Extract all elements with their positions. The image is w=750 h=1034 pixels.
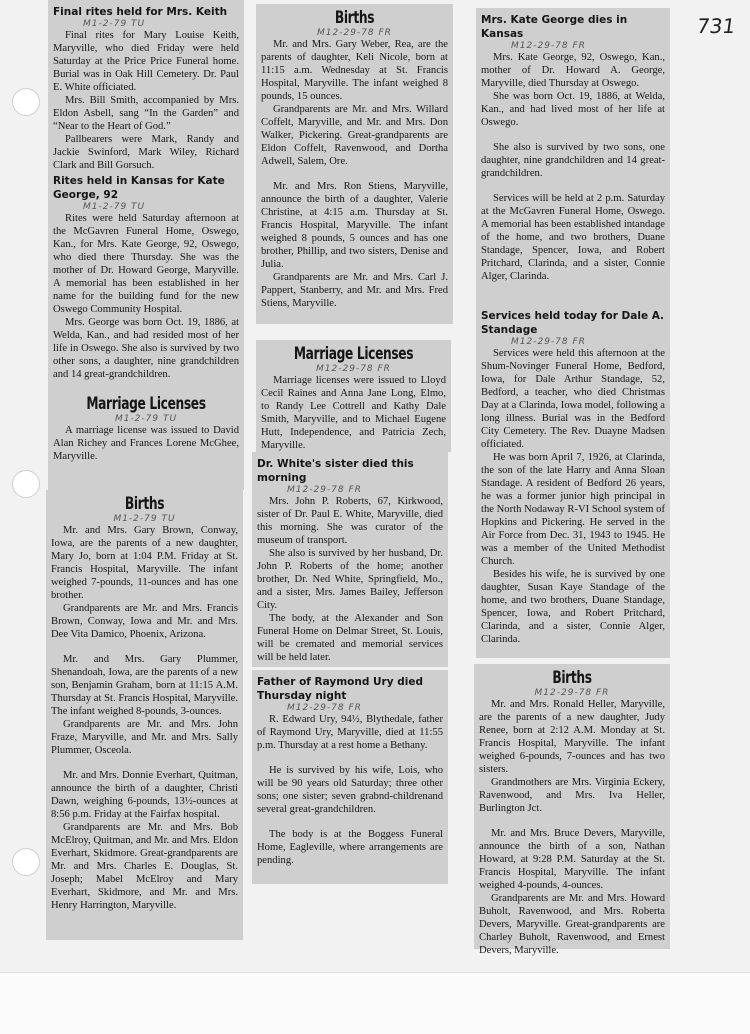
article-paragraph: Services were held this afternoon at the Shum-Novinger Funeral Home, Bedford, Iowa, for Dale Arthur Standage, 52, Bedford, a teacher, who died Christmas Day at a Clarinda, Iowa model, following a long illness. Burial was in the Bedford City Cemetery. The Rev. Duayne Madsen officiated. — [481, 348, 665, 450]
punch-hole — [12, 470, 40, 498]
article-paragraph: Mrs. George was born Oct. 19, 1886, at Welda, Kan., and had resided most of her life in Oswego. She also is survived by two other sons, a daughter, nine grandchildren and 14 great-grandchildren. — [53, 317, 239, 380]
article-paragraph: She also is survived by two sons, one daughter, nine grandchildren and 14 great-grandchildren. — [481, 142, 665, 179]
article-paragraph: Final rites for Mary Louise Keith, Maryville, who died Friday were held Saturday at the Price Price Funeral home. Burial was in Oak Hill Cemetery. Dr. Paul E. White officiated. — [53, 30, 239, 93]
handwritten-date-note: M12-29-78 FR — [316, 364, 391, 374]
spacer — [261, 168, 448, 180]
article-paragraph: Grandparents are Mr. and Mrs. John Fraze, Maryville, and Mr. and Mrs. Sally Plummer, Osceola. — [51, 719, 238, 756]
article-paragraph: Mr. and Mrs. Ronald Heller, Maryville, are the parents of a new daughter, Judy Renee, born at 2:12 A.M. Monday at St. Francis Hospital, Maryville. The infant weighed 6-pounds, 7-ounces and has two sisters. — [479, 699, 665, 775]
punch-hole — [12, 88, 40, 116]
article-paragraph: Grandparents are Mr. and Mrs. Bob McElroy, Quitman, and Mr. and Mrs. Eldon Everhart, Skidmore. Great-grandparents are Mr. and Mrs. Charles E. Douglas, St. Joseph; Mabel McElroy and Mary Everhart, Skidmore, and Mr. and Mrs. Henry Harrington, Maryville. — [51, 822, 238, 911]
article-paragraph: Mrs. John P. Roberts, 67, Kirkwood, sister of Dr. Paul E. White, Maryville, died this morning. She was curator of the museum of transport. — [257, 496, 443, 546]
article-paragraph: Mr. and Mrs. Donnie Everhart, Quitman, announce the birth of a daughter, Christi Dawn, weighing 6-pounds, 13½-ounces at 8:56 p.m. Friday at the Fairfax hospital. — [51, 770, 238, 820]
section-banner: Births — [552, 668, 592, 688]
handwritten-date-note: M12-29-78 FR — [287, 485, 362, 495]
clipping-middle-ury — [252, 670, 448, 884]
scanner-bottom-edge — [0, 972, 750, 1034]
clipping-left-top — [48, 0, 244, 490]
article-paragraph: Grandparents are Mr. and Mrs. Howard Buholt, Ravenwood, and Mrs. Roberta Devers, Maryville. Great-grandparents are Charley Buholt, Ravenwood, and Ernest Devers, Maryville. — [479, 893, 665, 956]
article-paragraph: Besides his wife, he is survived by one daughter, Susan Kaye Standage of the home, and two brothers, Duane Standage, Spencer, Iowa, and Robert Pritchard, Clarinda, and a sister, Connie Alger, Clarinda. — [481, 569, 665, 645]
section-banner: Births — [124, 494, 165, 514]
clipping-left-births — [46, 490, 243, 940]
article-paragraph: The body is at the Boggess Funeral Home, Eagleville, where arrangements are pending. — [257, 829, 443, 866]
handwritten-date-note: M1-2-79 TU — [114, 414, 178, 424]
spacer — [481, 129, 665, 141]
article-paragraph: Mr. and Mrs. Gary Brown, Conway, Iowa, are the parents of a new daughter, Mary Jo, born at 1:04 P.M. Friday at St. Francis Hospital, Maryville. The infant weighed 7-pounds, 11-ounces and has one brother. — [51, 525, 238, 601]
handwritten-date-note: M12-29-78 FR — [317, 28, 392, 38]
headline: Dr. White's sister died this morning — [257, 458, 414, 484]
article-paragraph: Mr. and Mrs. Gary Weber, Rea, are the parents of daughter, Keli Nicole, born at 11:15 a.m. Wednesday at St. Francis Hospital, Maryville. The infant weighed 8 pounds, 15 ounces. — [261, 39, 448, 102]
headline: Final rites held for Mrs. Keith — [53, 6, 228, 18]
article-paragraph: Mrs. Bill Smith, accompanied by Mrs. Eldon Asbell, sang “In the Garden” and “Near to the Heart of God.” — [53, 95, 239, 132]
article-paragraph: Pallbearers were Mark, Randy and Jackie Swinford, Mark Wiley, Richard Clark and Bill Gorsuch. — [53, 134, 239, 171]
handwritten-date-note: M1-2-79 TU — [83, 202, 146, 212]
headline: Services held today for Dale A. Standage — [481, 310, 665, 336]
article-paragraph: A marriage license was issued to David Alan Richey and Frances Lorene McGhee, Maryville. — [53, 425, 239, 462]
spacer — [257, 752, 443, 764]
clipping-middle-births — [256, 4, 453, 324]
spacer — [481, 283, 665, 295]
article-paragraph: Mr. and Mrs. Gary Plummer, Shenandoah, Iowa, are the parents of a new son, Benjamin Graham, born at 11:15 A.M. Thursday at St. Francis Hospital, Maryville. The infant weighed 8-pounds, 3-ounces. — [51, 654, 238, 717]
handwritten-date-note: M1-2-79 TU — [113, 514, 176, 524]
handwritten-page-number: 731 — [695, 14, 737, 38]
article-paragraph: Rites were held Saturday afternoon at the McGavren Funeral Home, Oswego, Kan., for Mrs. Kate George, 92, Oswego, who died there Thursday. She was the mother of Dr. Howard George, Maryville. A memorial has been established in her name for the building fund for the new Oswego Community Hospital. — [53, 213, 239, 315]
article-paragraph: R. Edward Ury, 94½, Blythedale, father of Raymond Ury, Maryville, died at 11:55 p.m. Thursday at a rest home a Bethany. — [257, 714, 443, 751]
article-paragraph: Grandmothers are Mrs. Virginia Eckery, Ravenwood, and Mrs. Iva Heller, Burlington Jct. — [479, 777, 665, 814]
article-paragraph: Grandparents are Mr. and Mrs. Carl J. Pappert, Stanberry, and Mr. and Mrs. Fred Stiens, Maryville. — [261, 272, 448, 309]
handwritten-date-note: M12-29-78 FR — [534, 688, 610, 698]
handwritten-date-note: M12-29-78 FR — [511, 41, 586, 51]
handwritten-date-note: M12-29-78 FR — [511, 337, 586, 347]
spacer — [481, 295, 665, 307]
article-paragraph: Mrs. Kate George, 92, Oswego, Kan., mother of Dr. Howard A. George, Maryville, died Thursday at Oswego. — [481, 52, 665, 89]
spacer — [53, 381, 239, 393]
clipping-right-top — [476, 8, 670, 658]
article-paragraph: Grandparents are Mr. and Mrs. Willard Coffelt, Maryville, and Mr. and Mrs. Don Walker, Pickering. Great-grandparents are Eldon Coffelt, Ravenwood, and Dortha Adwell, Salem, Ore. — [261, 104, 448, 167]
article-paragraph: He was born April 7, 1926, at Clarinda, the son of the late Harry and Anna Sloan Standage. A resident of Bedford 26 years, he was a former junior high principal in the North Nodaway R-VI School system of Hopkins and Pickering. He served in the Air Force from Dec. 31, 1943 to 1945. He was a member of the United Methodist Church. — [481, 452, 665, 567]
article-paragraph: Mr. and Mrs. Ron Stiens, Maryville, announce the birth of a daughter, Valerie Christine, at 4:15 a.m. Thursday at St. Francis Hospital, Maryville. The infant weighed 8 pounds, 5 ounces and has one brother, Phillip, and two sisters, Denise and Julia. — [261, 181, 448, 270]
article-paragraph: Marriage licenses were issued to Lloyd Cecil Raines and Anna Jane Long, Elmo, to Randy Lee Cottrell and Kathy Dale Smith, Maryville, and to Michael Eugene Hutt, Independence, and Patricia Zech, Maryville. — [261, 375, 446, 451]
spacer — [51, 641, 238, 653]
article-paragraph: Services will be held at 2 p.m. Saturday at the McGavren Funeral Home, Oswego. A memorial has been established intandage of the home, and two brothers, Duane Standage, Spencer, Iowa, and Robert Pritchard, Clarinda, and a sister, Connie Alger, Clarinda. — [481, 193, 665, 282]
headline: Father of Raymond Ury died Thursday night — [257, 676, 423, 702]
spacer — [257, 816, 443, 828]
punch-hole — [12, 848, 40, 876]
handwritten-date-note: M1-2-79 TU — [83, 19, 146, 29]
article-paragraph: He is survived by his wife, Lois, who will be 90 years old Saturday; three other sons; one sister; seven grabnd-childrenand several great-grandchildren. — [257, 765, 443, 815]
clipping-middle-white — [252, 452, 448, 667]
spacer — [479, 815, 665, 827]
section-banner: Births — [334, 8, 375, 28]
headline: Mrs. Kate George dies in Kansas — [481, 14, 628, 40]
article-paragraph: Mr. and Mrs. Bruce Devers, Maryville, announce the birth of a son, Nathan Howard, at 9:28 P.M. Saturday at the St. Francis Hospital, Maryville. The infant weighed 4-pounds, 4-ounces. — [479, 828, 665, 891]
clipping-middle-marriage — [256, 340, 451, 452]
section-banner: Marriage Licenses — [293, 344, 414, 364]
article-paragraph: She also is survived by her husband, Dr. John P. Roberts of the home; another brother, Dr. Ned White, Springfield, Mo., and a sister, Mrs. James Bailey, Jefferson City. — [257, 548, 443, 611]
section-banner: Marriage Licenses — [86, 394, 206, 414]
article-paragraph: Grandparents are Mr. and Mrs. Francis Brown, Conway, Iowa and Mr. and Mrs. Dee Vita Damico, Phoenix, Arizona. — [51, 603, 238, 640]
article-paragraph: She was born Oct. 19, 1886, at Welda, Kan., and had lived most of her life at Oswego. — [481, 91, 665, 128]
clipping-right-births — [474, 664, 670, 956]
spacer — [481, 180, 665, 192]
spacer — [51, 757, 238, 769]
article-paragraph: The body, at the Alexander and Son Funeral Home on Delmar Street, St. Louis, will be cremated and memorial services will be held later. — [257, 613, 443, 663]
handwritten-date-note: M12-29-78 FR — [287, 703, 362, 713]
headline: Rites held in Kansas for Kate George, 92 — [53, 175, 225, 201]
